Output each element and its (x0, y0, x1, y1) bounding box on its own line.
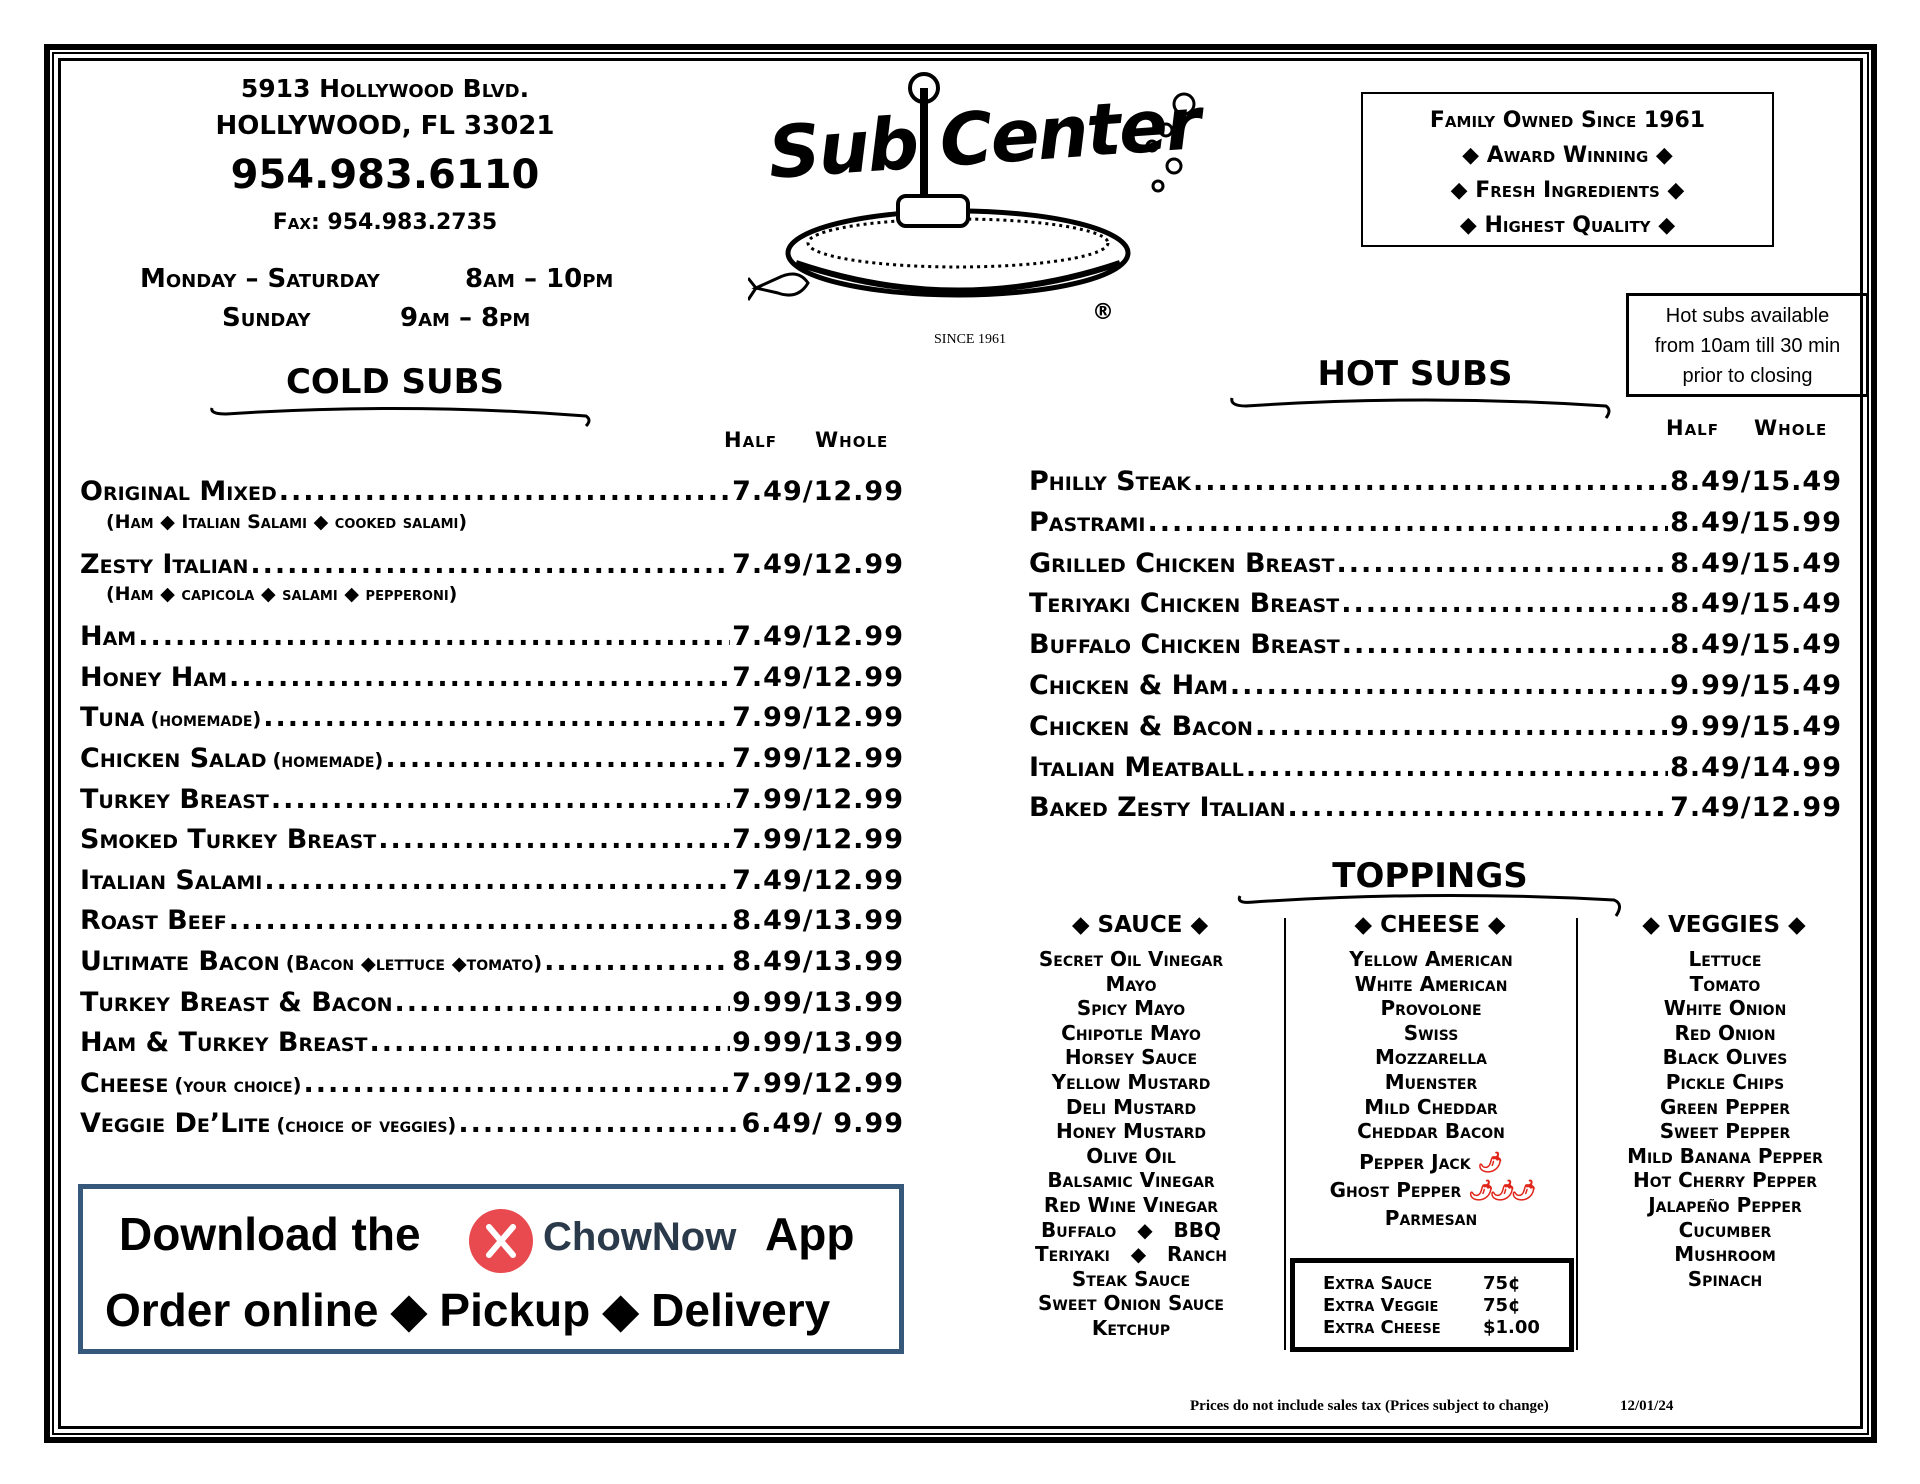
toppings-divider-right (1576, 918, 1578, 1350)
download-text: Download the (119, 1208, 421, 1260)
extra-price: 75¢ (1483, 1273, 1521, 1294)
leader-dots (229, 905, 730, 936)
leader-dots (458, 1108, 739, 1139)
leader-dots (1337, 548, 1669, 579)
sauce-item: Red Wine Vinegar (1043, 1192, 1219, 1217)
address-line-1: 5913 Hollywood Blvd. (240, 74, 530, 103)
veggie-item: Mushroom (1674, 1242, 1776, 1267)
hot-sub-price: 8.49/15.49 (1670, 588, 1842, 620)
extra-price: 75¢ (1483, 1295, 1521, 1316)
veggie-item: Pickle Chips (1665, 1069, 1785, 1094)
cheese-item: Yellow American (1349, 947, 1513, 971)
veggie-item: Spinach (1687, 1266, 1763, 1291)
hot-sub-name: Chicken & Ham (1029, 670, 1228, 701)
sauce-item: Steak Sauce (1071, 1266, 1191, 1291)
tagline-line-2: ◆ Award Winning ◆ (1462, 143, 1673, 168)
sauce-item: Chipotle Mayo (1061, 1020, 1201, 1045)
hot-sub-price: 9.99/15.49 (1670, 670, 1842, 701)
veggie-item: Mild Banana Pepper (1627, 1143, 1823, 1168)
hot-note-line-2: from 10am till 30 min (1654, 335, 1841, 357)
hot-subs-title: HOT SUBS (1317, 354, 1513, 394)
hours-days-weekday: Monday – Saturday (140, 264, 380, 294)
toppings-title: TOPPINGS (1332, 856, 1528, 896)
cold-sub-price: 7.49/12.99 (732, 621, 904, 653)
cold-sub-row (80, 621, 904, 652)
leader-dots (263, 702, 730, 733)
sauce-item: Teriyaki ◆ Ranch (1035, 1242, 1227, 1267)
chownow-app-banner[interactable] (78, 1184, 904, 1354)
extras-box (1290, 1258, 1574, 1352)
cold-sub-name: Smoked Turkey Breast (80, 824, 377, 856)
sauce-item: Olive Oil (1086, 1143, 1176, 1168)
cold-sub-name: Turkey Breast (80, 783, 269, 815)
hot-sub-row (1029, 466, 1842, 497)
veggie-item: Hot Cherry Pepper (1632, 1168, 1818, 1193)
cold-sub-row (80, 824, 904, 855)
address-line-2: HOLLYWOOD, FL 33021 (215, 111, 555, 141)
hot-sub-name: Buffalo Chicken Breast (1029, 629, 1340, 661)
leader-dots (1193, 466, 1668, 497)
veggie-item: Green Pepper (1659, 1094, 1791, 1119)
hot-sub-price: 8.49/15.99 (1670, 506, 1842, 538)
logo-wordmark: Sub Center (765, 81, 1202, 195)
tagline-line-4: ◆ Highest Quality ◆ (1459, 213, 1676, 238)
hot-sub-price: 9.99/15.49 (1670, 710, 1842, 742)
hot-sub-name: Baked Zesty Italian (1029, 792, 1286, 824)
cold-sub-row (80, 946, 904, 977)
cold-sub-price: 7.49/12.99 (732, 548, 904, 580)
extra-label: Extra Sauce (1323, 1273, 1433, 1294)
hot-sub-name: Italian Meatball (1029, 751, 1244, 783)
hot-pepper-icon: 🌶🌶🌶 (1468, 1178, 1533, 1202)
cold-sub-name: Turkey Breast & Bacon (80, 986, 393, 1018)
hot-sub-row (1029, 548, 1842, 579)
leader-dots (378, 824, 730, 855)
cheese-item: Provolone (1380, 996, 1482, 1021)
cold-sub-row (80, 662, 904, 693)
hot-sub-price: 8.49/15.49 (1670, 547, 1842, 579)
cold-sub-price: 8.49/13.99 (732, 946, 904, 977)
cold-sub-price: 8.49/13.99 (732, 905, 904, 937)
leader-dots (369, 1027, 730, 1058)
cheese-list (1300, 947, 1562, 1144)
veggie-item: Red Onion (1674, 1020, 1776, 1045)
cold-sub-row (80, 743, 904, 774)
cold-sub-note: (choice of veggies) (276, 1114, 457, 1138)
extra-label: Extra Veggie (1323, 1295, 1439, 1316)
leader-dots (304, 1068, 731, 1099)
leader-dots (395, 987, 731, 1018)
cold-sub-row (80, 987, 904, 1018)
cold-sub-name: Cheese (80, 1067, 169, 1099)
hours-days-sunday: Sunday (222, 303, 311, 333)
cheese-item: Mozzarella (1375, 1045, 1487, 1070)
cheese-specials (1300, 1148, 1562, 1232)
app-text: App (765, 1208, 855, 1260)
cold-sub-price: 7.99/12.99 (732, 702, 904, 734)
cold-sub-note: (Bacon ◆lettuce ◆tomato) (285, 952, 543, 975)
veggie-item: Cucumber (1678, 1217, 1772, 1242)
cold-sub-price: 7.49/12.99 (732, 476, 904, 507)
cold-sub-row (80, 1108, 904, 1139)
hot-sub-price: 8.49/15.49 (1670, 629, 1842, 661)
cold-sub-price: 7.49/12.99 (732, 864, 904, 896)
tagline-line-3: ◆ Fresh Ingredients ◆ (1450, 178, 1685, 203)
hot-sub-row (1029, 670, 1842, 701)
leader-dots (250, 549, 730, 580)
hot-sub-price: 8.49/14.99 (1670, 751, 1842, 783)
hot-pepper-icon: 🌶 (1477, 1150, 1503, 1174)
leader-dots (138, 621, 730, 652)
cold-sub-price: 7.99/12.99 (732, 783, 904, 815)
hot-sub-name: Teriyaki Chicken Breast (1029, 588, 1340, 620)
cold-sub-note: (homemade) (272, 749, 384, 772)
cold-col-whole: Whole (815, 428, 889, 452)
leader-dots (264, 865, 730, 896)
cheese-item: White American (1354, 971, 1508, 996)
sauce-item: Secret Oil Vinegar (1038, 947, 1224, 971)
cold-sub-price: 7.49/12.99 (732, 661, 904, 693)
hot-sub-name: Chicken & Bacon (1029, 710, 1253, 742)
hot-sub-price: 7.49/12.99 (1670, 792, 1842, 824)
sauce-item: Honey Mustard (1055, 1119, 1207, 1144)
hot-sub-name: Pastrami (1029, 506, 1146, 538)
hot-subs-swoosh (1226, 392, 1611, 422)
cold-sub-price: 7.99/12.99 (732, 824, 904, 856)
sauce-item: Mayo (1105, 971, 1157, 996)
veggie-item: Black Olives (1662, 1045, 1788, 1070)
extra-row (1323, 1317, 1569, 1339)
hot-sub-name: Grilled Chicken Breast (1029, 547, 1335, 579)
sauce-item: Horsey Sauce (1064, 1045, 1198, 1070)
veggies-heading: ◆ VEGGIES ◆ (1642, 912, 1806, 938)
cold-sub-price: 9.99/13.99 (732, 1027, 904, 1059)
extra-label: Extra Cheese (1323, 1317, 1441, 1338)
tagline-box (1361, 92, 1774, 247)
pepper-jack-item: Pepper Jack 🌶 (1359, 1150, 1503, 1174)
leader-dots (385, 743, 730, 774)
hot-sub-row (1029, 711, 1842, 742)
leader-dots (1246, 752, 1668, 783)
cold-subs-swoosh (206, 398, 591, 428)
hot-col-whole: Whole (1754, 416, 1828, 440)
extra-price: $1.00 (1483, 1317, 1540, 1338)
hot-sub-row (1029, 629, 1842, 660)
hours-time-weekday: 8am – 10pm (465, 264, 614, 294)
veggie-item: White Onion (1663, 996, 1787, 1021)
cheese-item: Cheddar Bacon (1357, 1119, 1505, 1144)
sauce-item: Ketchup (1091, 1315, 1171, 1340)
hot-subs-hours-note (1626, 293, 1869, 397)
hot-sub-name: Philly Steak (1029, 466, 1191, 497)
cold-sub-row (80, 702, 904, 733)
cold-sub-ingredients: (Ham ◆ Italian Salami ◆ cooked salami) (106, 510, 468, 533)
cold-sub-name: Ultimate Bacon (80, 946, 280, 977)
extra-row (1323, 1273, 1569, 1295)
leader-dots (1341, 588, 1668, 619)
toppings-divider-left (1284, 918, 1286, 1350)
tagline-line-1: Family Owned Since 1961 (1429, 108, 1706, 133)
order-options-text: Order online ◆ Pickup ◆ Delivery (105, 1284, 831, 1336)
cold-sub-price: 7.99/12.99 (732, 1067, 904, 1099)
hot-note-line-1: Hot subs available (1665, 305, 1830, 327)
cold-sub-row (80, 476, 904, 507)
sauce-item: Balsamic Vinegar (1047, 1168, 1215, 1193)
cold-sub-name: Roast Beef (80, 905, 227, 937)
cold-sub-name: Ham (80, 621, 137, 653)
sauce-item: Deli Mustard (1065, 1094, 1197, 1119)
chownow-brand: ChowNow (543, 1215, 737, 1259)
cold-sub-name: Original Mixed (80, 476, 277, 507)
leader-dots (229, 662, 730, 693)
phone-number: 954.983.6110 (230, 152, 540, 198)
cold-sub-row (80, 549, 904, 580)
menu-date: 12/01/24 (1620, 1398, 1674, 1414)
cold-sub-price: 7.99/12.99 (732, 743, 904, 774)
registered-icon: ® (1092, 300, 1114, 325)
cheese-item: Swiss (1403, 1020, 1459, 1045)
hot-sub-row (1029, 792, 1842, 823)
cold-sub-name: Veggie De’Lite (80, 1108, 271, 1140)
extra-row (1323, 1295, 1569, 1317)
cold-sub-name: Honey Ham (80, 661, 227, 693)
cheese-item: Mild Cheddar (1364, 1094, 1498, 1119)
hot-note-line-3: prior to closing (1682, 365, 1813, 387)
cold-col-half: Half (724, 428, 777, 452)
leader-dots (279, 476, 730, 507)
cheese-item: Muenster (1384, 1069, 1478, 1094)
sub-center-logo (748, 68, 1208, 330)
veggie-item: Lettuce (1688, 947, 1762, 971)
leader-dots (544, 946, 730, 977)
leader-dots (1255, 711, 1668, 742)
sauce-item: Spicy Mayo (1076, 996, 1186, 1021)
cold-sub-row (80, 1068, 904, 1099)
cold-sub-name: Chicken Salad (80, 743, 267, 774)
hours-time-sunday: 9am – 8pm (400, 303, 531, 333)
sauce-item: Buffalo ◆ BBQ (1041, 1217, 1221, 1242)
sauce-item: Yellow Mustard (1051, 1069, 1211, 1094)
sauce-item: Sweet Onion Sauce (1037, 1291, 1224, 1316)
parmesan-item: Parmesan (1384, 1206, 1478, 1230)
hot-sub-row (1029, 507, 1842, 538)
leader-dots (1288, 792, 1669, 823)
veggies-list (1594, 947, 1856, 1291)
cold-sub-row (80, 865, 904, 896)
cold-sub-note: (your choice) (174, 1073, 302, 1097)
sauce-list (1000, 947, 1262, 1341)
leader-dots (1147, 507, 1668, 538)
cold-sub-name: Zesty Italian (80, 548, 249, 580)
cold-sub-row (80, 1027, 904, 1058)
cold-sub-ingredients: (Ham ◆ capicola ◆ salami ◆ pepperoni) (106, 583, 458, 606)
sauce-heading: ◆ SAUCE ◆ (1071, 912, 1209, 938)
veggie-item: Sweet Pepper (1659, 1119, 1791, 1144)
logo-since: SINCE 1961 (934, 332, 1006, 347)
hot-sub-row (1029, 588, 1842, 619)
cold-sub-note: (homemade) (150, 708, 262, 732)
cold-subs-title: COLD SUBS (285, 362, 505, 402)
hot-sub-price: 8.49/15.49 (1670, 466, 1842, 497)
cold-sub-row (80, 905, 904, 936)
leader-dots (271, 784, 730, 815)
cold-sub-row (80, 784, 904, 815)
cold-sub-name: Italian Salami (80, 864, 263, 896)
veggie-item: Jalapeño Pepper (1648, 1192, 1802, 1217)
ghost-pepper-item: Ghost Pepper 🌶🌶🌶 (1329, 1178, 1533, 1202)
price-disclaimer: Prices do not include sales tax (Prices subject to change) (1190, 1398, 1549, 1414)
cold-sub-price: 9.99/13.99 (732, 986, 904, 1018)
fax-number: Fax: 954.983.2735 (272, 210, 498, 235)
leader-dots (1342, 629, 1668, 660)
veggie-item: Tomato (1689, 971, 1761, 996)
hot-col-half: Half (1666, 416, 1719, 440)
cheese-heading: ◆ CHEESE ◆ (1354, 912, 1506, 938)
chownow-badge-icon (469, 1209, 533, 1273)
cold-sub-name: Tuna (80, 702, 145, 734)
cold-sub-price: 6.49/ 9.99 (741, 1108, 904, 1140)
leader-dots (1230, 670, 1668, 701)
hot-sub-row (1029, 752, 1842, 783)
cold-sub-name: Ham & Turkey Breast (80, 1027, 368, 1059)
